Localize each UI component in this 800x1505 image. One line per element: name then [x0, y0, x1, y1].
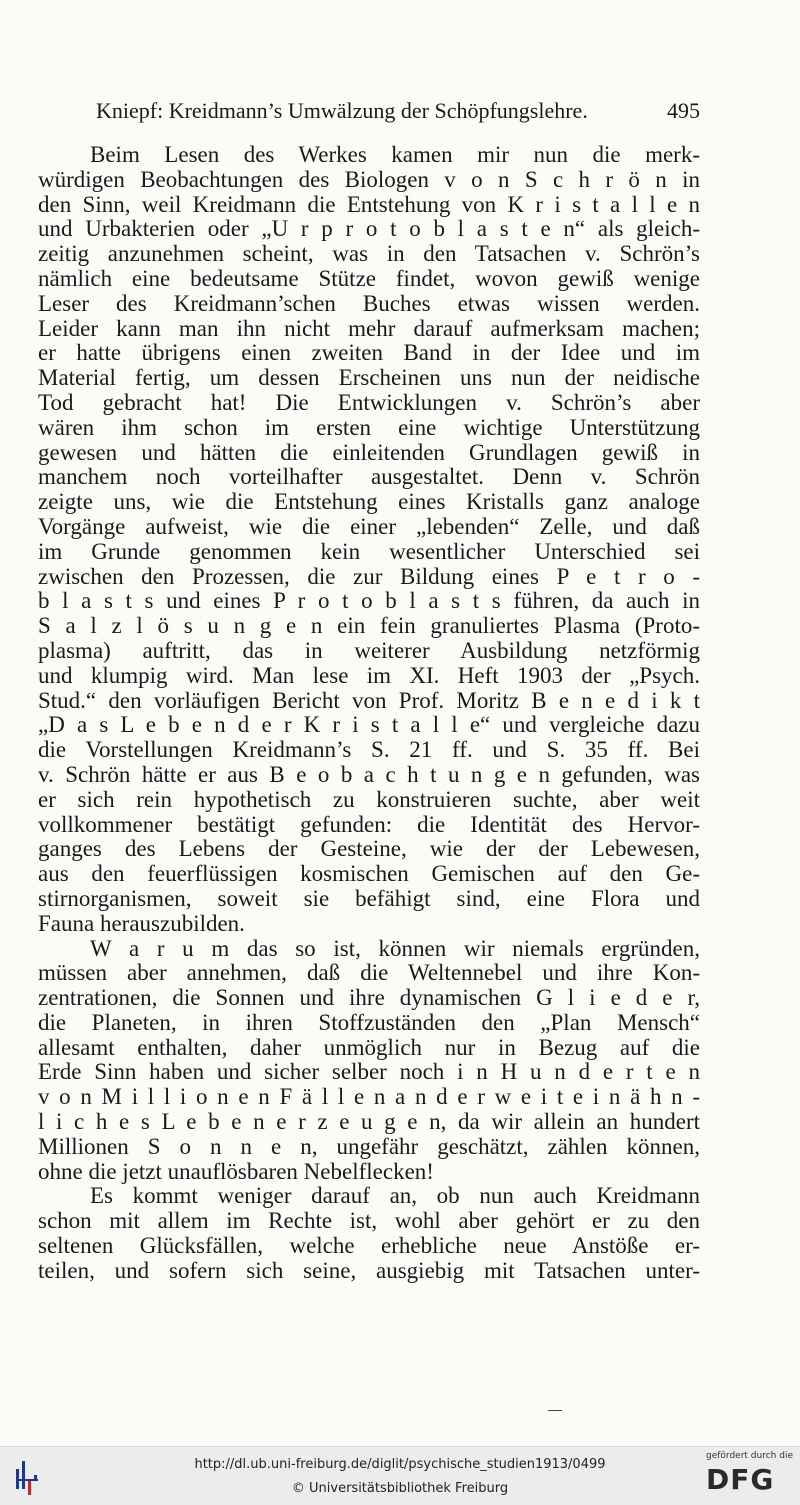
text-line: würdigen Beobachtungen des Biologen v o n S c h r ö n in	[38, 167, 700, 192]
text-line: allesamt enthalten, daher unmöglich nur in Bezug auf die	[38, 1035, 700, 1060]
text-line: Leider kann man ihn nicht mehr darauf aufmerksam machen;	[38, 316, 700, 341]
text-line: die Planeten, in ihren Stoffzuständen den „Plan Mensch“	[38, 1010, 700, 1035]
text-line: vollkommener bestätigt gefunden: die Identität des Hervor-	[38, 812, 700, 837]
running-title: Kniepf: Kreidmann’s Umwälzung der Schöpfungslehre.	[96, 98, 588, 123]
text-line: Stud.“ den vorläufigen Bericht von Prof. Moritz B e n e d i k t	[38, 688, 700, 713]
text-line: v o n M i l l i o n e n F ä l l e n a n d e r w e i t e i n ä h n -	[38, 1085, 700, 1110]
copyright-text: © Universitätsbibliothek Freiburg	[291, 1481, 509, 1496]
text-line: aus den feuerflüssigen kosmischen Gemischen auf den Ge-	[38, 862, 700, 887]
text-line: zeigte uns, wie die Entstehung eines Kristalls ganz analoge	[38, 490, 700, 515]
text-line: und Urbakterien oder „U r p r o t o b l a s t e n“ als gleich-	[38, 217, 700, 242]
text-line: die Vorstellungen Kreidmann’s S. 21 ff. und S. 35 ff. Bei	[38, 738, 700, 763]
dfg-wordmark: DFG	[706, 1463, 775, 1496]
dfg-subtitle: gefördert durch die	[706, 1451, 793, 1461]
text-line: ganges des Lebens der Gesteine, wie der der Lebewesen,	[38, 837, 700, 862]
text-line: l i c h e s L e b e n e r z e u g e n, da wir allein an hundert	[38, 1110, 700, 1135]
text-line: gewesen und hätten die einleitenden Grundlagen gewiß in	[38, 440, 700, 465]
text-line: wären ihm schon im ersten eine wichtige Unterstützung	[38, 415, 700, 440]
text-line: b l a s t s und eines P r o t o b l a s t s führen, da auch in	[38, 589, 700, 614]
text-line: Es kommt weniger darauf an, ob nun auch Kreidmann	[90, 1184, 700, 1209]
text-line: Material fertig, um dessen Erscheinen uns nun der neidische	[38, 366, 700, 391]
text-line: Fauna herauszubilden.	[38, 911, 245, 936]
text-line: plasma) auftritt, das in weiterer Ausbildung netzförmig	[38, 638, 700, 663]
text-line: ohne die jetzt unauflösbaren Nebelflecken!	[38, 1159, 434, 1184]
page-number: 495	[667, 98, 700, 123]
text-line: W a r u m das so ist, können wir niemals ergründen,	[90, 936, 700, 961]
text-line: manchem noch vorteilhafter ausgestaltet. Denn v. Schrön	[38, 465, 700, 490]
running-header	[96, 96, 700, 126]
text-line: nämlich eine bedeutsame Stütze findet, wovon gewiß wenige	[38, 266, 700, 291]
text-line: seltenen Glücksfällen, welche erhebliche neue Anstöße er-	[38, 1234, 700, 1259]
permalink-link[interactable]: http://dl.ub.uni-freiburg.de/diglit/psychische_studien1913/0499	[194, 1457, 606, 1472]
text-line: schon mit allem im Rechte ist, wohl aber gehört er zu den	[38, 1209, 700, 1234]
text-line: zentrationen, die Sonnen und ihre dynamischen G l i e d e r,	[38, 986, 700, 1011]
text-line: Erde Sinn haben und sicher selber noch i n H u n d e r t e n	[38, 1060, 700, 1085]
text-line: im Grunde genommen kein wesentlicher Unterschied sei	[38, 539, 700, 564]
text-line: er sich rein hypothetisch zu konstruieren suchte, aber weit	[38, 787, 700, 812]
text-line: Beim Lesen des Werkes kamen mir nun die merk-	[90, 143, 700, 167]
text-line: zwischen den Prozessen, die zur Bildung eines P e t r o -	[38, 564, 700, 589]
viewer-footer	[0, 1446, 800, 1505]
text-line: müssen aber annehmen, daß die Weltennebel und ihre Kon-	[38, 961, 700, 986]
ub-freiburg-logo-icon	[16, 1455, 42, 1497]
dfg-logo	[704, 1451, 794, 1501]
text-line: und klumpig wird. Man lese im XI. Heft 1903 der „Psych.	[38, 663, 700, 688]
text-line: S a l z l ö s u n g e n ein fein granuliertes Plasma (Proto-	[38, 614, 700, 639]
text-line: Vorgänge aufweist, wie die einer „lebenden“ Zelle, und daß	[38, 514, 700, 539]
text-line: „D a s L e b e n d e r K r i s t a l l e“ und vergleiche dazu	[38, 713, 700, 738]
text-line: teilen, und sofern sich seine, ausgiebig mit Tatsachen unter-	[38, 1258, 700, 1283]
body-text	[38, 143, 700, 1284]
text-line: Millionen S o n n e n, ungefähr geschätzt, zählen können,	[38, 1134, 700, 1159]
signature-mark	[548, 1410, 562, 1411]
text-line: Tod gebracht hat! Die Entwicklungen v. Schrön’s aber	[38, 390, 700, 415]
text-line: v. Schrön hätte er aus B e o b a c h t u n g e n gefunden, was	[38, 762, 700, 787]
text-line: zeitig anzunehmen scheint, was in den Tatsachen v. Schrön’s	[38, 242, 700, 267]
text-line: stirnorganismen, soweit sie befähigt sind, eine Flora und	[38, 886, 700, 911]
text-line: den Sinn, weil Kreidmann die Entstehung von K r i s t a l l e n	[38, 192, 700, 217]
text-line: er hatte übrigens einen zweiten Band in der Idee und im	[38, 341, 700, 366]
text-line: Leser des Kreidmann’schen Buches etwas wissen werden.	[38, 291, 700, 316]
